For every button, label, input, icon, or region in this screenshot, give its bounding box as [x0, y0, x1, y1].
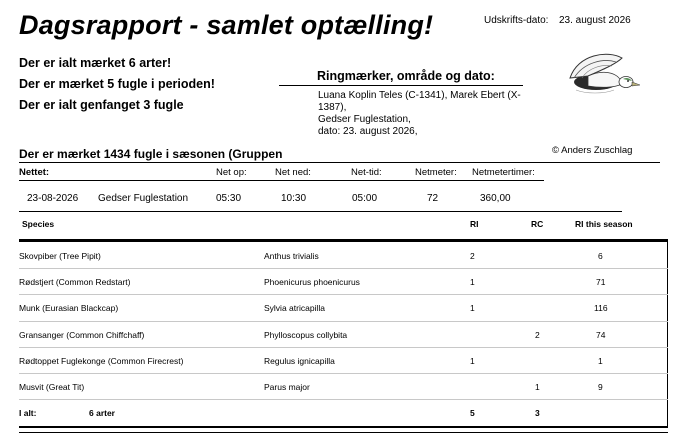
ringer-names: Luana Koplin Teles (C-1341), Marek Ebert (X-1387),	[318, 90, 521, 113]
page-bottom-line	[19, 432, 668, 433]
species-rc: 1	[535, 382, 540, 392]
species-name: Musvit (Great Tit)	[19, 382, 85, 392]
total-rc: 3	[535, 408, 540, 418]
species-latin: Phoenicurus phoenicurus	[264, 277, 360, 287]
species-name: Rødtoppet Fuglekonge (Common Firecrest)	[19, 356, 184, 366]
ringer-underline	[279, 85, 523, 86]
species-name: Munk (Eurasian Blackcap)	[19, 303, 119, 313]
table-row	[0, 243, 685, 269]
summary-species-count: Der er ialt mærket 6 arter!	[19, 56, 172, 70]
species-latin: Regulus ignicapilla	[264, 356, 335, 366]
total-label: I alt:	[19, 408, 37, 418]
species-name: Gransanger (Common Chiffchaff)	[19, 330, 145, 340]
species-name: Rødstjert (Common Redstart)	[19, 277, 131, 287]
species-ri: 1	[470, 356, 475, 366]
summary-birds-marked: Der er mærket 5 fugle i perioden!	[19, 77, 215, 91]
table-total-row	[0, 400, 685, 426]
species-latin: Phylloscopus collybita	[264, 330, 348, 340]
print-date-label: Udskrifts-dato:	[484, 15, 549, 26]
species-name: Skovpiber (Tree Pipit)	[19, 251, 101, 261]
ringer-station: Gedser Fuglestation,	[318, 114, 411, 125]
net-ned-header: Net ned:	[275, 167, 311, 178]
net-header-underline	[19, 180, 544, 181]
col-ri-header: RI	[470, 219, 479, 229]
net-op-header: Net op:	[216, 167, 247, 178]
print-date-value: 23. august 2026	[559, 15, 631, 26]
species-ri: 1	[470, 303, 475, 313]
species-ri: 2	[470, 251, 475, 261]
season-total: Der er mærket 1434 fugle i sæsonen (Gruppen	[19, 147, 283, 161]
copyright-notice: © Anders Zuschlag	[552, 145, 633, 156]
net-place: Gedser Fuglestation	[98, 193, 189, 204]
summary-recaptured: Der er ialt genfanget 3 fugle	[19, 98, 184, 112]
species-latin: Parus major	[264, 382, 310, 392]
species-ri-season: 71	[596, 277, 606, 287]
table-row	[0, 374, 685, 400]
species-ri-season: 9	[598, 382, 603, 392]
table-bottom-border	[19, 426, 668, 428]
netmeter-header: Netmeter:	[415, 167, 457, 178]
species-latin: Anthus trivialis	[264, 251, 319, 261]
page-title: Dagsrapport - samlet optælling!	[19, 10, 434, 40]
ringer-date: dato: 23. august 2026,	[318, 126, 418, 137]
species-ri: 1	[470, 277, 475, 287]
species-ri-season: 74	[596, 330, 606, 340]
table-row	[0, 322, 685, 348]
net-op-value: 05:30	[216, 193, 242, 204]
species-ri-season: 1	[598, 356, 603, 366]
divider-top	[19, 162, 660, 163]
netmeter-value: 72	[427, 193, 439, 204]
divider-net	[19, 211, 622, 212]
net-ned-value: 10:30	[281, 193, 307, 204]
species-ri-season: 116	[594, 303, 608, 313]
table-row	[0, 269, 685, 295]
ringer-title: Ringmærker, område og dato:	[317, 69, 495, 83]
eider-duck-icon	[558, 48, 642, 106]
net-label: Nettet:	[19, 167, 50, 178]
net-tid-header: Net-tid:	[351, 167, 382, 178]
species-latin: Sylvia atricapilla	[264, 303, 325, 313]
col-ri-season-header: RI this season	[575, 219, 633, 229]
species-rc: 2	[535, 330, 540, 340]
species-ri-season: 6	[598, 251, 603, 261]
col-rc-header: RC	[531, 219, 544, 229]
total-species: 6 arter	[89, 408, 115, 418]
netmetertimer-header: Netmetertimer:	[472, 167, 535, 178]
col-species-header: Species	[22, 219, 55, 229]
netmetertimer-value: 360,00	[480, 193, 511, 204]
net-tid-value: 05:00	[352, 193, 378, 204]
ringer-details	[318, 90, 538, 138]
table-header-underline	[19, 239, 668, 242]
table-row	[0, 348, 685, 374]
table-row	[0, 295, 685, 321]
net-date: 23-08-2026	[27, 193, 79, 204]
total-ri: 5	[470, 408, 475, 418]
